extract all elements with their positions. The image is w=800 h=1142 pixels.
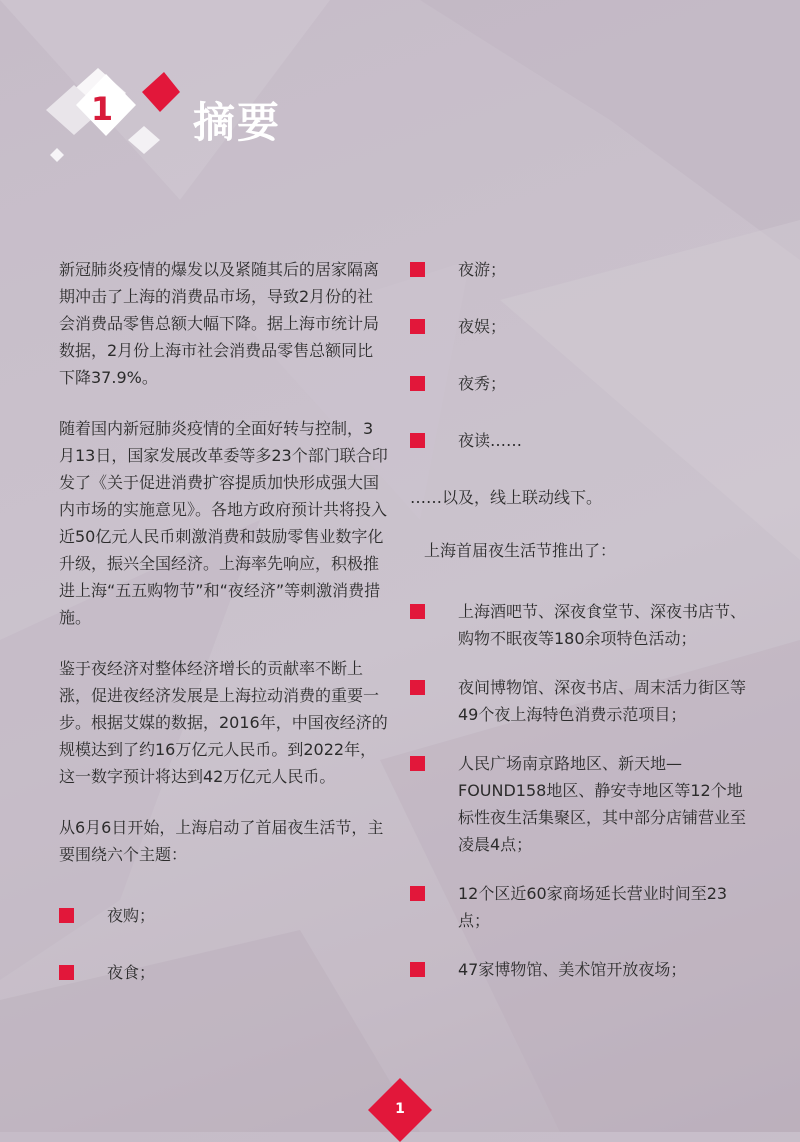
section-number: 1 [90, 90, 114, 128]
list-item-text: 夜食； [107, 963, 156, 982]
list-item [410, 750, 750, 858]
list-item-text: 夜间博物馆、深夜书店、周末活力街区等49个夜上海特色消费示范项目； [458, 678, 747, 724]
bullet-square-icon [410, 433, 425, 448]
list-item-text: 夜秀； [458, 374, 507, 393]
paragraph-1: 新冠肺炎疫情的爆发以及紧随其后的居家隔离期冲击了上海的消费品市场，导致2月份的社会消费品零售总额大幅下降。据上海市统计局数据，2月份上海市社会消费品零售总额同比下降37.9%。 [59, 260, 380, 387]
list-item [410, 313, 750, 340]
bullet-square-icon [410, 262, 425, 277]
list-item-text: 夜读…… [458, 431, 523, 450]
trailing-text: ……以及，线上联动线下。 [410, 488, 603, 507]
bullet-square-icon [410, 962, 425, 977]
bullet-square-icon [59, 908, 74, 923]
intro-text: 上海首届夜生活节推出了： [424, 541, 617, 560]
right-column [410, 256, 750, 1005]
list-item [410, 598, 750, 652]
list-item [410, 674, 750, 728]
left-column [59, 256, 389, 1016]
list-item-text: 人民广场南京路地区、新天地—FOUND158地区、静安寺地区等12个地标性夜生活集聚区，其中部分店铺营业至凌晨4点； [458, 754, 747, 854]
list-item [410, 427, 750, 454]
list-item-text: 47家博物馆、美术馆开放夜场； [458, 960, 687, 979]
paragraph-2: 随着国内新冠肺炎疫情的全面好转与控制，3月13日，国家发展改革委等多23个部门联合印发了《关于促进消费扩容提质加快形成强大国内市场的实施意见》。各地方政府预计共将投入近50亿元人民币刺激消费和鼓励零售业数字化升级，振兴全国经济。上海率先响应，积极推进上海“五五购物节”和“夜经济”等刺激消费措施。 [59, 419, 388, 627]
list-item [410, 256, 750, 283]
section-header [0, 0, 800, 180]
paragraph-3: 鉴于夜经济对整体经济增长的贡献率不断上涨，促进夜经济发展是上海拉动消费的重要一步。根据艾媒的数据，2016年，中国夜经济的规模达到了约16万亿元人民币。到2022年，这一数字预计将达到42万亿元人民币。 [59, 659, 388, 786]
page-title: 摘要 [193, 98, 282, 147]
list-item [59, 902, 389, 929]
bullet-square-icon [410, 886, 425, 901]
bullet-square-icon [410, 376, 425, 391]
list-item [59, 959, 389, 986]
list-item [410, 880, 750, 934]
list-item-text: 夜娱； [458, 317, 507, 336]
bullet-square-icon [410, 756, 425, 771]
page-number: 1 [395, 1101, 405, 1117]
bullet-square-icon [410, 680, 425, 695]
list-item-text: 夜购； [107, 906, 156, 925]
list-item-text: 上海酒吧节、深夜食堂节、深夜书店节、购物不眠夜等180余项特色活动； [458, 602, 747, 648]
list-item-text: 夜游； [458, 260, 507, 279]
bullet-square-icon [410, 604, 425, 619]
list-item [410, 956, 750, 983]
list-item [410, 370, 750, 397]
list-item-text: 12个区近60家商场延长营业时间至23点； [458, 884, 728, 930]
bullet-square-icon [410, 319, 425, 334]
paragraph-4: 从6月6日开始，上海启动了首届夜生活节，主要围绕六个主题： [59, 818, 384, 864]
bullet-square-icon [59, 965, 74, 980]
